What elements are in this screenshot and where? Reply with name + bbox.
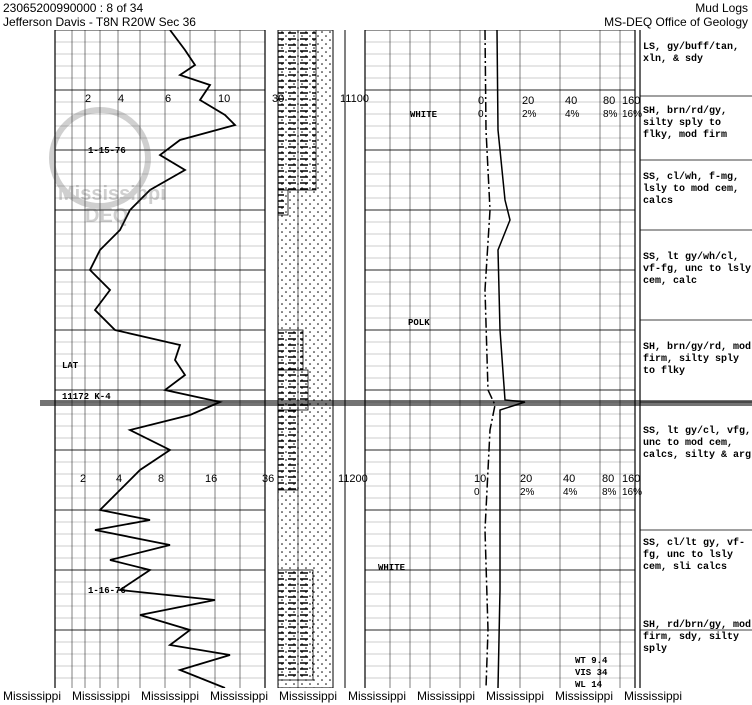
description-6: SS, lt gy/cl, vfg, unc to mod cem, calcs, silty & arg bbox=[643, 426, 752, 461]
drill-rate-tick-label: 30 bbox=[272, 93, 285, 105]
description-1: LS, gy/buff/tan, xln, & sdy bbox=[643, 42, 740, 65]
footer-text: Mississippi bbox=[624, 689, 683, 703]
lithology-shale bbox=[278, 570, 313, 680]
footer-text: Mississippi bbox=[279, 689, 338, 703]
footer-text: Mississippi bbox=[3, 689, 62, 703]
date-annotation-2: 1-16-76 bbox=[88, 586, 126, 596]
gas-tick-label: 80 bbox=[602, 473, 615, 485]
lithology-shale bbox=[278, 330, 303, 370]
document-type: Mud Logs bbox=[695, 1, 748, 15]
white-annotation-2: WHITE bbox=[378, 563, 406, 573]
description-3: SS, cl/wh, f-mg, lsly to mod cem, calcs bbox=[643, 172, 740, 207]
gas-tick-label: 0 bbox=[478, 109, 484, 120]
drill-rate-tick-label: 6 bbox=[165, 93, 172, 105]
gas-tick-label: 4% bbox=[563, 487, 578, 498]
watermark-text-2: DEQ bbox=[85, 205, 129, 227]
gas-tick-label: 40 bbox=[565, 95, 578, 107]
drill-rate-tick-label: 2 bbox=[85, 93, 92, 105]
depth-label: 11100 bbox=[340, 93, 369, 105]
gas-tick-label: 0 bbox=[474, 487, 480, 498]
description-7: SS, cl/lt gy, vf-fg, unc to lsly cem, sli calcs bbox=[643, 538, 746, 573]
mud-water-loss: WL 14 bbox=[575, 680, 603, 690]
gas-tick-label: 8% bbox=[603, 109, 618, 120]
depth-label: 11200 bbox=[338, 473, 368, 485]
description-8: SH, rd/brn/gy, mod firm, sdy, silty sply bbox=[643, 620, 752, 655]
agency-name: MS-DEQ Office of Geology bbox=[604, 15, 748, 29]
well-location: Jefferson Davis - T8N R20W Sec 36 bbox=[3, 15, 196, 29]
watermark-text-1: Mississippi bbox=[58, 183, 166, 205]
description-5: SH, brn/gy/rd, mod firm, silty sply to flky bbox=[643, 342, 752, 377]
document-id: 23065200990000 : 8 of 34 bbox=[3, 1, 144, 15]
mud-weight: WT 9.4 bbox=[575, 656, 608, 666]
gas-tick-label: 20 bbox=[522, 95, 535, 107]
drill-rate-tick-label: 36 bbox=[262, 473, 275, 485]
gas-tick-label: 16% bbox=[622, 487, 643, 498]
mud-viscosity: VIS 34 bbox=[575, 668, 608, 678]
gas-tick-label: 2% bbox=[520, 487, 535, 498]
drill-rate-tick-label: 10 bbox=[218, 93, 231, 105]
gas-tick-label: 40 bbox=[563, 473, 576, 485]
white-annotation-1: WHITE bbox=[410, 110, 438, 120]
gas-tick-label: 0 bbox=[478, 95, 485, 107]
drill-rate-tick-label: 4 bbox=[118, 93, 125, 105]
lithology-column bbox=[278, 30, 333, 688]
footer-text: Mississippi bbox=[141, 689, 200, 703]
lat-annotation: LAT bbox=[62, 361, 79, 371]
polk-annotation: POLK bbox=[408, 318, 430, 328]
description-2: SH, brn/rd/gy, silty sply to flky, mod firm bbox=[643, 106, 728, 141]
marker-annotation: 11172 K-4 bbox=[62, 392, 111, 402]
description-4: SS, lt gy/wh/cl, vf-fg, unc to lsly cem, calc bbox=[643, 252, 752, 287]
footer-text: Mississippi bbox=[72, 689, 131, 703]
date-annotation-1: 1-15-76 bbox=[88, 146, 126, 156]
lithology-shale bbox=[278, 190, 288, 215]
footer-text: Mississippi bbox=[210, 689, 269, 703]
drill-rate-tick-label: 8 bbox=[158, 473, 165, 485]
scale-labels bbox=[80, 93, 642, 498]
drill-rate-tick-label: 2 bbox=[80, 473, 87, 485]
lithology-shale bbox=[278, 30, 316, 190]
gas-tick-label: 20 bbox=[520, 473, 533, 485]
footer-text: Mississippi bbox=[417, 689, 476, 703]
gas-tick-label: 160 bbox=[622, 95, 641, 107]
footer-watermark bbox=[0, 689, 752, 705]
total-gas-curve bbox=[485, 30, 495, 688]
scan-streak bbox=[40, 400, 752, 406]
gas-tick-label: 2% bbox=[522, 109, 537, 120]
cutting-gas-curve bbox=[497, 30, 525, 688]
drill-rate-tick-label: 16 bbox=[205, 473, 218, 485]
gas-tick-label: 8% bbox=[602, 487, 617, 498]
footer-text: Mississippi bbox=[486, 689, 545, 703]
footer-text: Mississippi bbox=[348, 689, 407, 703]
gas-tick-label: 4% bbox=[565, 109, 580, 120]
gas-tick-label: 10 bbox=[474, 473, 487, 485]
gas-tick-label: 16% bbox=[622, 109, 643, 120]
deq-watermark bbox=[52, 110, 166, 227]
gas-tick-label: 160 bbox=[622, 473, 641, 485]
lithology-shale bbox=[278, 410, 298, 490]
gas-tick-label: 80 bbox=[603, 95, 616, 107]
footer-text: Mississippi bbox=[555, 689, 614, 703]
drill-rate-tick-label: 4 bbox=[116, 473, 123, 485]
